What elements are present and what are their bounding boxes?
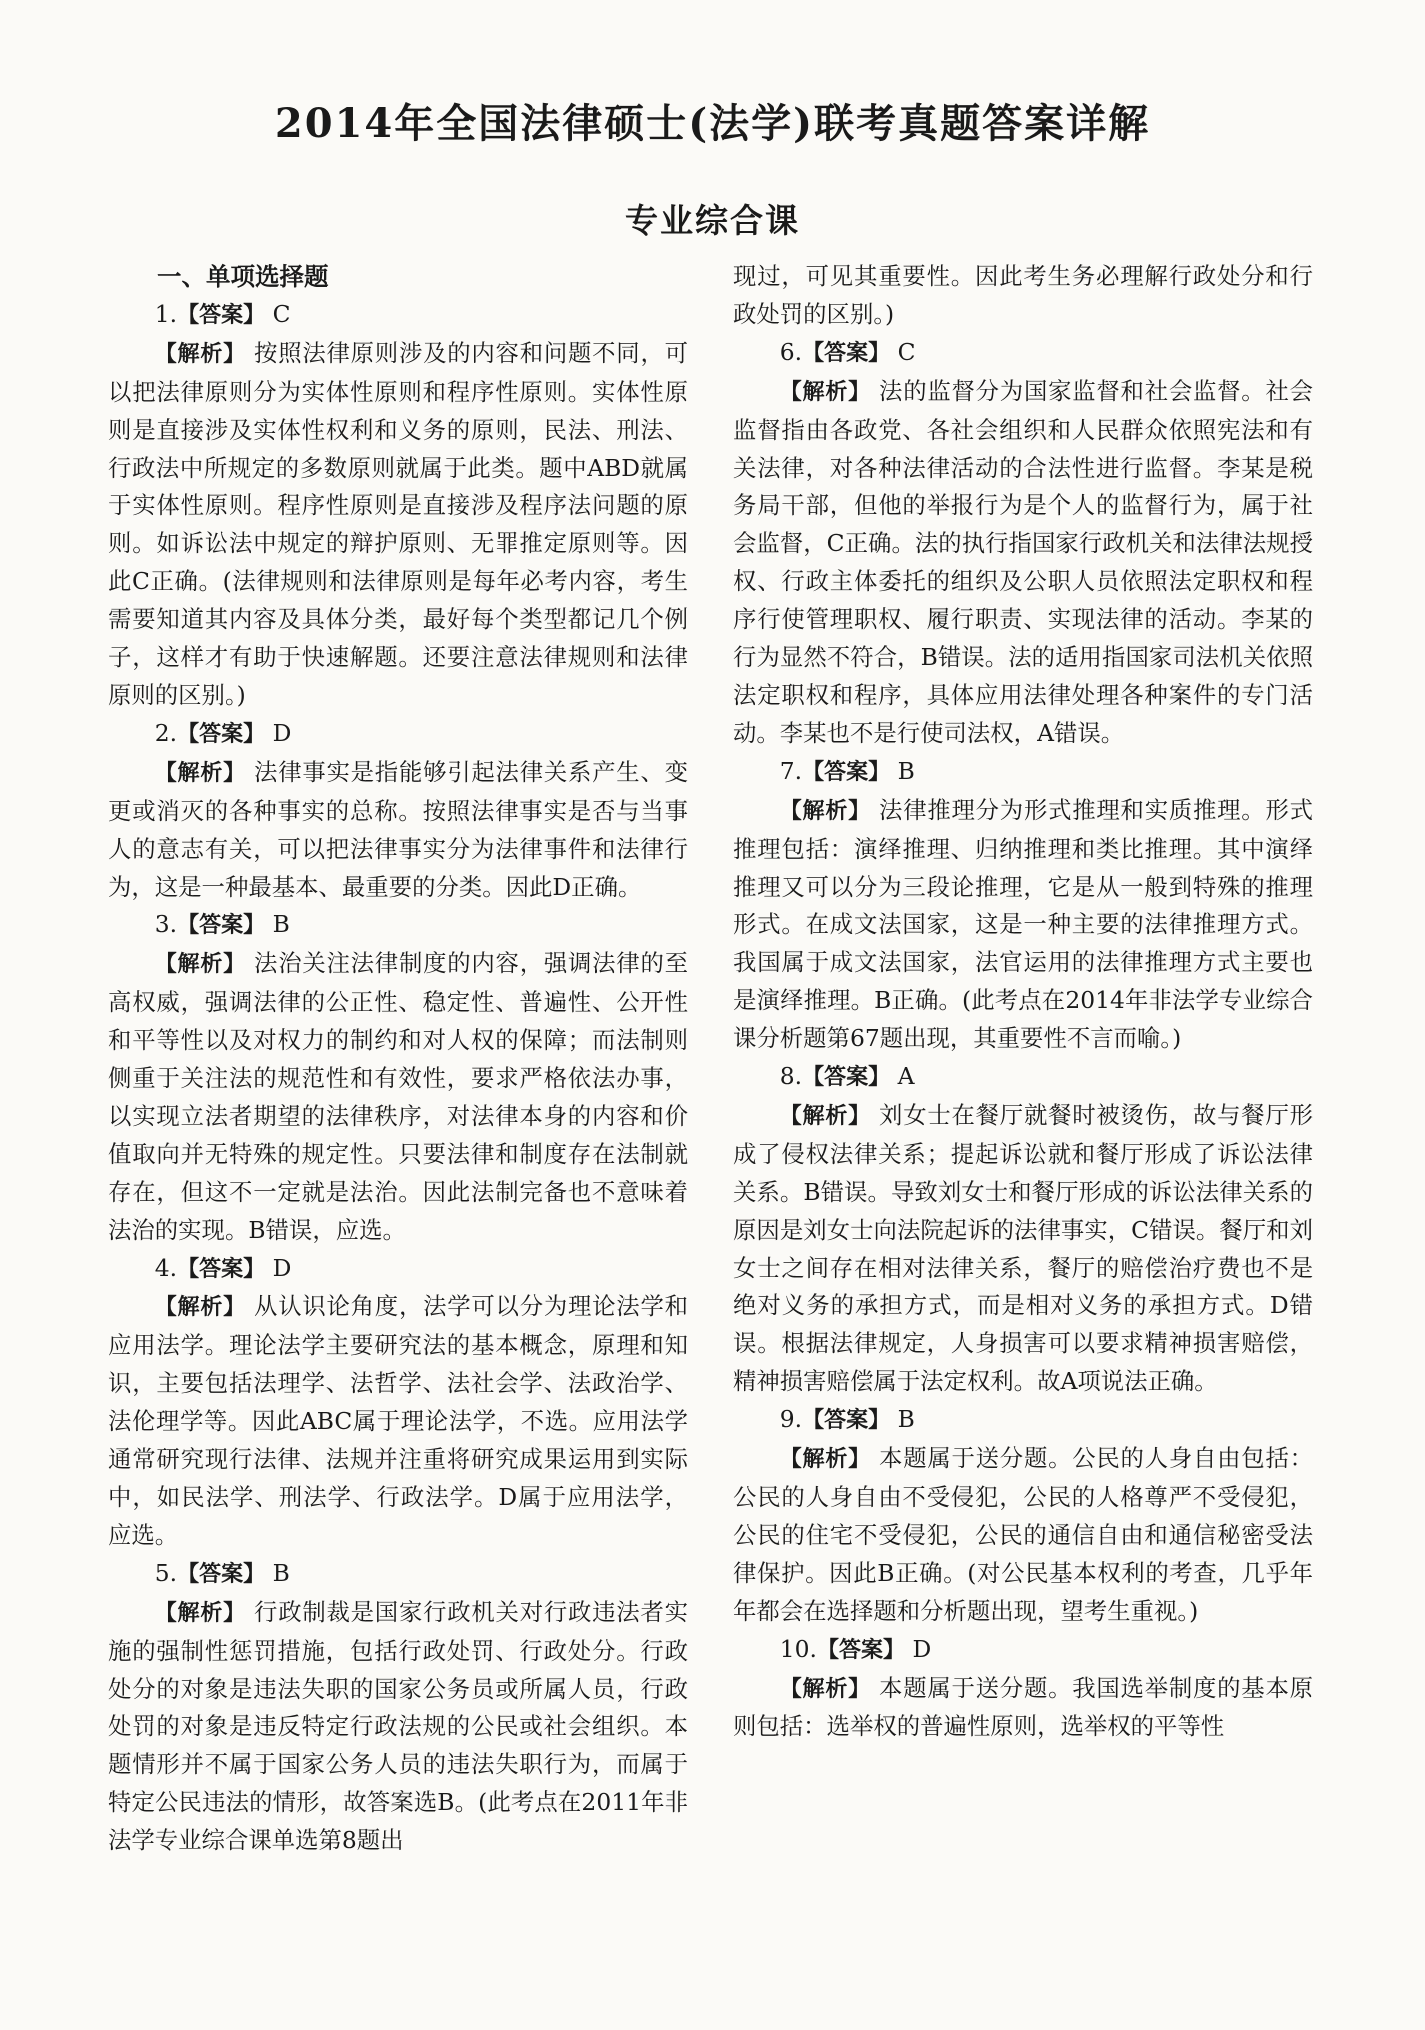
answer-label: 【答案】	[177, 302, 266, 328]
answer-value: B	[272, 910, 290, 939]
analysis-label: 【解析】	[779, 1103, 871, 1129]
answer-value: D	[272, 718, 292, 747]
answer-value: D	[912, 1634, 932, 1663]
analysis-text: 按照法律原则涉及的内容和问题不同，可以把法律原则分为实体性原则和程序性原则。实体性原则是直接涉及实体性权利和义务的原则，民法、刑法、行政法中所规定的多数原则就属于此类。题中ABD就属于实体性原则。程序性原则是直接涉及程序法问题的原则。如诉讼法中规定的辩护原则、无罪推定原则等。因此C正确。(法律规则和法律原则是每年必考内容，考生需要知道其内容及具体分类，最好每个类型都记几个例子，这样才有助于快速解题。还要注意法律规则和法律原则的区别。)	[108, 338, 688, 709]
right-question-list	[733, 334, 1313, 1747]
question-answer-line	[108, 1555, 688, 1594]
question-number: 10.	[779, 1634, 817, 1663]
question-number: 2.	[154, 718, 178, 747]
right-column	[733, 258, 1313, 1746]
analysis-label: 【解析】	[779, 1447, 871, 1473]
question-answer-line	[108, 906, 688, 945]
analysis-text: 法律事实是指能够引起法律关系产生、变更或消灭的各种事实的总称。按照法律事实是否与当事人的意志有关，可以把法律事实分为法律事件和法律行为，这是一种最基本、最重要的分类。因此D正确。	[108, 757, 688, 901]
answer-value: B	[897, 756, 915, 785]
continued-text: 现过，可见其重要性。因此考生务必理解行政处分和行政处罚的区别。)	[733, 262, 1313, 328]
analysis-label: 【解析】	[779, 379, 871, 405]
analysis-text: 刘女士在餐厅就餐时被烫伤，故与餐厅形成了侵权法律关系；提起诉讼就和餐厅形成了诉讼法律关系。B错误。导致刘女士和餐厅形成的诉讼法律关系的原因是刘女士向法院起诉的法律事实，C错误。餐厅和刘女士之间存在相对法律关系，餐厅的赔偿治疗费也不是绝对义务的承担方式，而是相对义务的承担方式。D错误。根据法律规定，人身损害可以要求精神损害赔偿，精神损害赔偿属于法定权利。故A项说法正确。	[733, 1100, 1313, 1396]
analysis-text: 法的监督分为国家监督和社会监督。社会监督指由各政党、各社会组织和人民群众依照宪法和有关法律，对各种法律活动的合法性进行监督。李某是税务局干部，但他的举报行为是个人的监督行为，属于社会监督，C正确。法的执行指国家行政机关和法律法规授权、行政主体委托的组织及公职人员依照法定职权和程序行使管理职权、履行职责、实现法律的活动。李某的行为显然不符合，B错误。法的适用指国家司法机关依照法定职权和程序，具体应用法律处理各种案件的专门活动。李某也不是行使司法权，A错误。	[733, 376, 1313, 747]
analysis-label: 【解析】	[779, 798, 871, 824]
answer-label: 【答案】	[177, 913, 266, 939]
left-column	[108, 258, 688, 1860]
question-number: 8.	[779, 1062, 803, 1091]
page-title: 2014年全国法律硕士(法学)联考真题答案详解	[274, 100, 1151, 147]
analysis-paragraph	[733, 1440, 1313, 1631]
question-number: 1.	[154, 299, 178, 328]
analysis-label: 【解析】	[779, 1676, 871, 1702]
answer-value: B	[272, 1558, 290, 1587]
analysis-text: 行政制裁是国家行政机关对行政违法者实施的强制性惩罚措施，包括行政处罚、行政处分。行政处分的对象是违法失职的国家公务员或所属人员，行政处罚的对象是违反特定行政法规的公民或社会组织。本题情形并不属于国家公务人员的违法失职行为，而属于特定公民违法的情形，故答案选B。(此考点在2011年非法学专业综合课单选第8题出	[108, 1597, 688, 1855]
answer-label: 【答案】	[177, 1561, 266, 1587]
answer-value: C	[272, 299, 291, 328]
analysis-label: 【解析】	[154, 341, 246, 367]
analysis-paragraph	[108, 945, 688, 1249]
question-number: 4.	[154, 1253, 178, 1282]
question-answer-line	[733, 334, 1313, 373]
answer-label: 【答案】	[177, 1256, 266, 1282]
answer-value: D	[272, 1253, 292, 1282]
analysis-text: 本题属于送分题。公民的人身自由包括：公民的人身自由不受侵犯，公民的人格尊严不受侵犯，公民的住宅不受侵犯，公民的通信自由和通信秘密受法律保护。因此B正确。(对公民基本权利的考查，几乎年年都会在选择题和分析题出现，望考生重视。)	[733, 1444, 1313, 1625]
analysis-paragraph	[108, 335, 688, 715]
question-answer-line	[108, 1250, 688, 1289]
analysis-paragraph	[733, 373, 1313, 753]
question-number: 5.	[154, 1558, 178, 1587]
question-number: 7.	[779, 756, 803, 785]
analysis-paragraph	[733, 792, 1313, 1058]
left-question-list	[108, 296, 688, 1860]
analysis-paragraph	[733, 1097, 1313, 1401]
answer-label: 【答案】	[802, 340, 891, 366]
analysis-label: 【解析】	[154, 1295, 246, 1321]
analysis-text: 法治关注法律制度的内容，强调法律的至高权威，强调法律的公正性、稳定性、普遍性、公开性和平等性以及对权力的制约和对人权的保障；而法制则侧重于关注法的规范性和有效性，要求严格依法办事，以实现立法者期望的法律秩序，对法律本身的内容和价值取向并无特殊的规定性。只要法律和制度存在法制就存在，但这不一定就是法治。因此法制完备也不意味着法治的实现。B错误，应选。	[108, 949, 688, 1244]
answer-label: 【答案】	[802, 1065, 891, 1091]
analysis-label: 【解析】	[154, 1600, 246, 1626]
question-answer-line	[733, 1401, 1313, 1440]
question-answer-line	[733, 1058, 1313, 1097]
analysis-text: 从认识论角度，法学可以分为理论法学和应用法学。理论法学主要研究法的基本概念，原理和知识，主要包括法理学、法哲学、法社会学、法政治学、法伦理学等。因此ABC属于理论法学，不选。应用法学通常研究现行法律、法规并注重将研究成果运用到实际中，如民法学、刑法学、行政法学。D属于应用法学，应选。	[108, 1292, 688, 1549]
analysis-paragraph	[108, 754, 688, 907]
section-subtitle: 专业综合课	[625, 201, 800, 240]
answer-value: C	[897, 337, 916, 366]
question-answer-line	[733, 1631, 1313, 1670]
analysis-text: 本题属于送分题。我国选举制度的基本原则包括：选举权的普遍性原则，选举权的平等性	[733, 1673, 1313, 1741]
analysis-paragraph	[733, 1670, 1313, 1747]
answer-label: 【答案】	[177, 721, 266, 747]
question-answer-line	[733, 753, 1313, 792]
analysis-paragraph	[108, 1288, 688, 1554]
question-number: 3.	[154, 910, 178, 939]
question-answer-line	[108, 715, 688, 754]
answer-value: B	[897, 1405, 915, 1434]
answer-label: 【答案】	[802, 1408, 891, 1434]
question-number: 9.	[779, 1405, 803, 1434]
analysis-label: 【解析】	[154, 952, 246, 978]
answer-label: 【答案】	[817, 1637, 906, 1663]
analysis-text: 法律推理分为形式推理和实质推理。形式推理包括：演绎推理、归纳推理和类比推理。其中演绎推理又可以分为三段论推理，它是从一般到特殊的推理形式。在成文法国家，这是一种主要的法律推理方式。我国属于成文法国家，法官运用的法律推理方式主要也是演绎推理。B正确。(此考点在2014年非法学专业综合课分析题第67题出现，其重要性不言而喻。)	[733, 795, 1313, 1053]
analysis-label: 【解析】	[154, 760, 246, 786]
answer-label: 【答案】	[802, 759, 891, 785]
answer-value: A	[897, 1062, 915, 1091]
analysis-paragraph	[108, 1594, 688, 1860]
question-number: 6.	[779, 337, 803, 366]
section-heading: 一、单项选择题	[157, 262, 329, 291]
question-answer-line	[108, 296, 688, 335]
